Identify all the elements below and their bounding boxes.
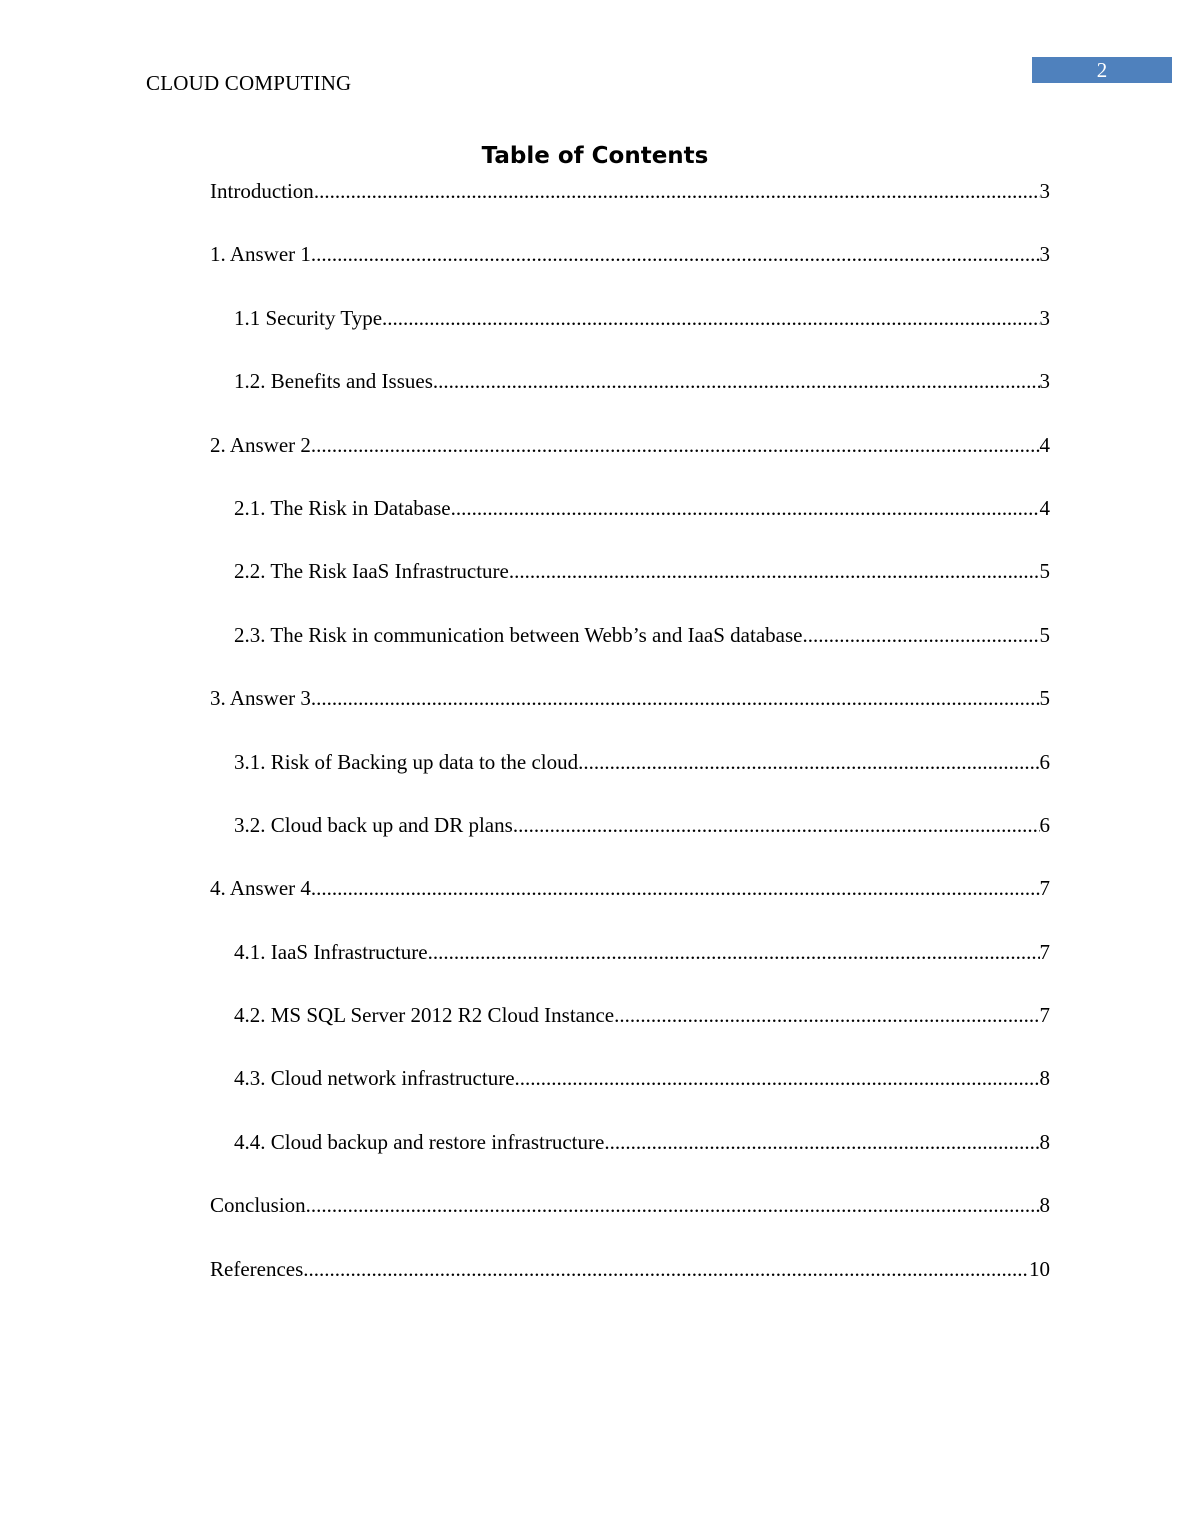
toc-dot-leader	[303, 1254, 1029, 1284]
toc-entry-page: 10	[1029, 1256, 1050, 1281]
toc-entry-risk-in-database[interactable]	[210, 493, 1050, 556]
toc-entry-label: 4.1. IaaS Infrastructure	[234, 939, 428, 964]
toc-dot-leader	[515, 1063, 1040, 1093]
toc-dot-leader	[614, 1000, 1039, 1030]
toc-dot-leader	[451, 493, 1040, 523]
toc-entry-label: 1.2. Benefits and Issues	[234, 369, 433, 394]
toc-dot-leader	[311, 430, 1040, 460]
toc-entry-page: 7	[1039, 876, 1050, 901]
toc-entry-label: 3.1. Risk of Backing up data to the cloud	[234, 749, 579, 774]
toc-dot-leader	[314, 176, 1040, 206]
page-number-badge	[1032, 57, 1172, 83]
toc-entry-label: 4.2. MS SQL Server 2012 R2 Cloud Instance	[234, 1003, 615, 1028]
toc-dot-leader	[513, 810, 1040, 840]
toc-entry-label: 4.4. Cloud backup and restore infrastructure	[234, 1129, 605, 1154]
toc-entry-page: 8	[1039, 1193, 1050, 1218]
toc-entry-introduction[interactable]	[210, 176, 1050, 239]
toc-entry-page: 6	[1039, 749, 1050, 774]
toc-entry-page: 3	[1039, 305, 1050, 330]
toc-entry-cloud-network-infrastructure[interactable]	[210, 1063, 1050, 1126]
toc-entry-label: 1. Answer 1	[210, 242, 311, 267]
toc-entry-label: 1.1 Security Type	[234, 305, 383, 330]
toc-entry-page: 8	[1039, 1066, 1050, 1091]
running-head: CLOUD COMPUTING	[146, 71, 352, 95]
toc-title: Table of Contents	[481, 143, 709, 169]
toc-entry-ms-sql-server-instance[interactable]	[210, 1000, 1050, 1063]
toc-entry-label: 3. Answer 3	[210, 686, 311, 711]
toc-entry-page: 3	[1039, 369, 1050, 394]
toc-entry-cloud-backup-dr-plans[interactable]	[210, 810, 1050, 873]
page-number: 2	[1096, 58, 1108, 82]
toc-entry-label: References	[210, 1256, 304, 1281]
toc-entry-label: Introduction	[210, 179, 314, 203]
toc-entry-conclusion[interactable]	[210, 1190, 1050, 1253]
toc-dot-leader	[802, 620, 1039, 650]
toc-entry-label: 4.3. Cloud network infrastructure	[234, 1066, 515, 1091]
toc-entry-risk-in-communication[interactable]	[210, 620, 1050, 683]
toc-entry-answer-3[interactable]	[210, 683, 1050, 746]
toc-dot-leader	[311, 239, 1040, 269]
toc-dot-leader	[311, 683, 1040, 713]
toc-entry-page: 3	[1039, 242, 1050, 267]
toc-dot-leader	[578, 747, 1039, 777]
toc-dot-leader	[311, 873, 1040, 903]
toc-entry-page: 8	[1039, 1129, 1050, 1154]
toc-entry-page: 5	[1039, 559, 1050, 584]
toc-entry-page: 4	[1039, 432, 1050, 457]
table-of-contents	[210, 176, 1050, 1317]
toc-entry-label: Conclusion	[210, 1193, 306, 1218]
toc-entry-page: 5	[1039, 622, 1050, 647]
toc-entry-label: 4. Answer 4	[210, 876, 311, 901]
toc-entry-references[interactable]	[210, 1254, 1050, 1317]
toc-entry-answer-4[interactable]	[210, 873, 1050, 936]
toc-dot-leader	[433, 366, 1040, 396]
toc-entry-label: 2.2. The Risk IaaS Infrastructure	[234, 559, 509, 584]
toc-entry-page: 3	[1039, 179, 1050, 203]
toc-entry-label: 3.2. Cloud back up and DR plans	[234, 812, 513, 837]
toc-entry-page: 4	[1039, 495, 1050, 520]
toc-entry-page: 5	[1039, 686, 1050, 711]
toc-entry-security-type[interactable]	[210, 303, 1050, 366]
toc-entry-label: 2.1. The Risk in Database	[234, 495, 451, 520]
toc-dot-leader	[509, 556, 1040, 586]
toc-entry-iaas-infrastructure[interactable]	[210, 937, 1050, 1000]
toc-entry-label: 2. Answer 2	[210, 432, 311, 457]
toc-dot-leader	[604, 1127, 1039, 1157]
toc-entry-answer-1[interactable]	[210, 239, 1050, 302]
toc-entry-page: 6	[1039, 812, 1050, 837]
toc-entry-page: 7	[1039, 939, 1050, 964]
toc-dot-leader	[306, 1190, 1040, 1220]
toc-entry-cloud-backup-restore[interactable]	[210, 1127, 1050, 1190]
toc-dot-leader	[382, 303, 1039, 333]
toc-entry-label: 2.3. The Risk in communication between Webb’s and IaaS database	[234, 622, 803, 647]
toc-entry-benefits-and-issues[interactable]	[210, 366, 1050, 429]
toc-dot-leader	[428, 937, 1040, 967]
toc-entry-risk-of-backing-up[interactable]	[210, 747, 1050, 810]
toc-entry-answer-2[interactable]	[210, 430, 1050, 493]
toc-entry-page: 7	[1039, 1003, 1050, 1028]
toc-entry-risk-iaas-infrastructure[interactable]	[210, 556, 1050, 619]
